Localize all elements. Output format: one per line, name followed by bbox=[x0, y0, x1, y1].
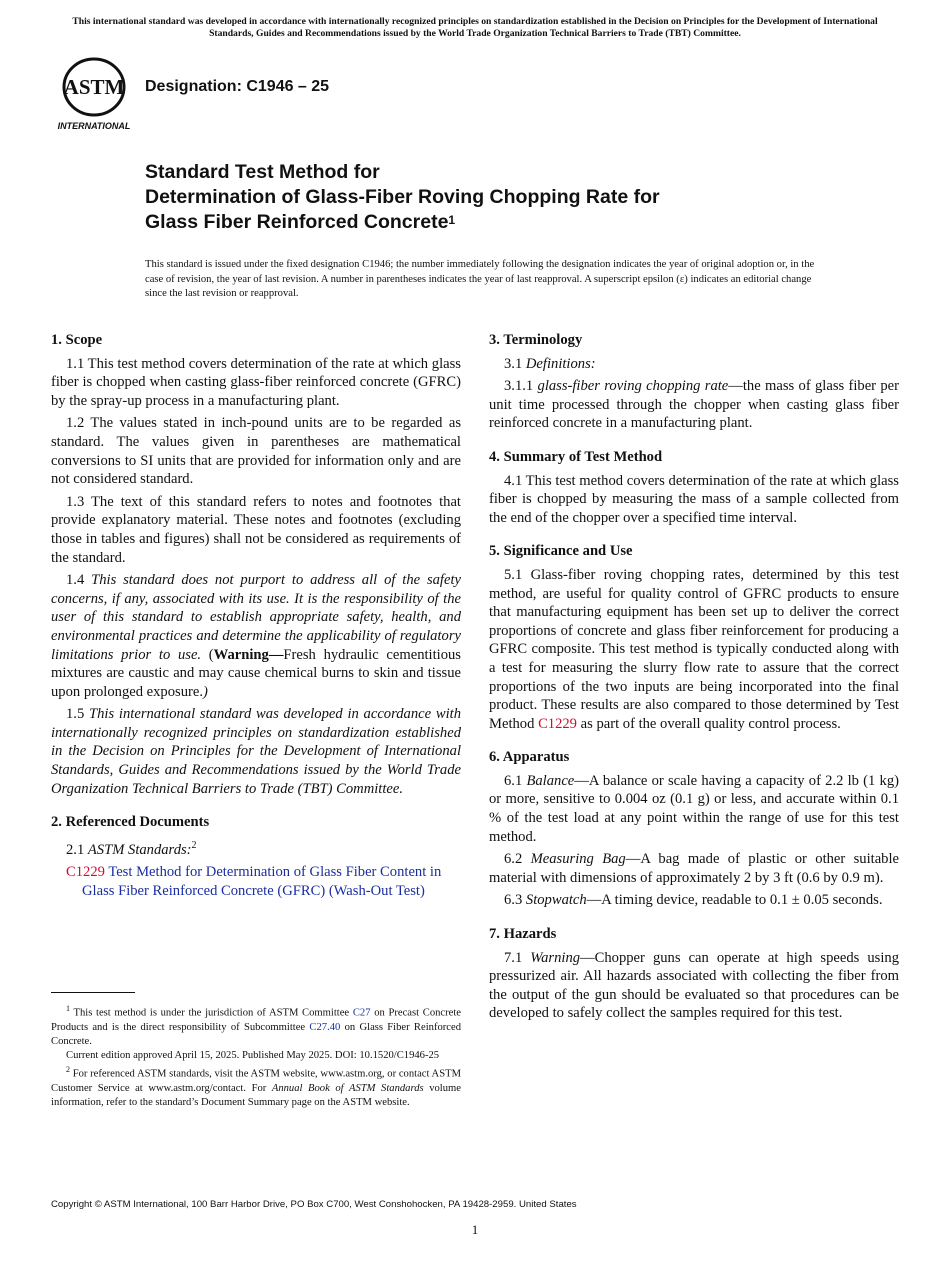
paragraph-3-1: 3.1 Definitions: bbox=[504, 355, 596, 372]
document-title bbox=[145, 160, 660, 235]
committee-c27-link[interactable]: C27 bbox=[352, 1007, 371, 1019]
subcommittee-c27-40-link[interactable]: C27.40 bbox=[309, 1021, 341, 1033]
footnote-1-edition: Current edition approved April 15, 2025. Published May 2025. DOI: 10.1520/C1946-25 bbox=[66, 1050, 440, 1062]
paragraph-1-4: 1.4 This standard does not purport to address all of the safety concerns, if any, associated with its use. It is the responsibility of the user of this standard to establish appropriate safety, health, and environmental practices and determine the applicability of regulatory limitations prior to use. (Warning—Fresh hydraulic cementitious mixtures are caustic and may cause chemical burns to skin and tissue upon prolonged exposure.) bbox=[51, 572, 461, 700]
paragraph-6-1: 6.1 Balance—A balance or scale having a capacity of 2.2 lb (1 kg) or more, sensitive to 0.004 oz (0.1 g) or less, and accurate within 0.1 % of the test load at any point within the range of use for this test method. bbox=[489, 772, 900, 845]
reference-c1229[interactable] bbox=[51, 863, 461, 900]
section-heading-apparatus: 6. Apparatus bbox=[489, 749, 570, 766]
footnotes bbox=[51, 1002, 461, 1110]
footnote-2: $^2$ For referenced ASTM standards, visit the ASTM website, www.astm.org, or contact ASTM Customer Service at www.astm.org/contact. For Annual Book of ASTM Standards volume information, refer to the standard’s Document Summary page on the ASTM website. bbox=[51, 1065, 461, 1109]
paragraph-5-1: 5.1 Glass-fiber roving chopping rates, determined by this test method, are useful for quality control of GFRC products to ensure that manufacturing equipment has been set up to deliver the correct proportions of concrete and glass fiber reinforcement for producing a GFRC composite. This test method is typically conducted along with a test for measuring the slurry flow rate to assure that the correct proportions of the two inputs are being incorporated into the final product. These results are also compared to those determined by Test Method C1229 as part of the overall quality control process. bbox=[489, 566, 899, 732]
paragraph-3-1-1: 3.1.1 glass-fiber roving chopping rate—the mass of glass fiber per unit time processed through the chopper when casting glass fiber reinforced concrete in a manufacturing plant. bbox=[489, 378, 899, 432]
svg-text:ASTM: ASTM bbox=[63, 75, 125, 99]
paragraph-1-3: 1.3 The text of this standard refers to notes and footnotes that provide explanatory material. These notes and footnotes (excluding those in tables and figures) shall not be considered as requirements of the standard. bbox=[51, 493, 461, 566]
copyright-line: Copyright © ASTM International, 100 Barr Harbor Drive, PO Box C700, West Conshohocken, PA 19428-2959. United States bbox=[51, 1199, 577, 1210]
section-heading-scope: 1. Scope bbox=[51, 332, 103, 348]
footnote-divider bbox=[51, 992, 135, 993]
c1229-link[interactable]: C1229 bbox=[538, 715, 577, 732]
issue-note: This standard is issued under the fixed designation C1946; the number immediately following the designation indicates the year of original adoption or, in the case of revision, the year of last revision. A number in parentheses indicates the year of last reapproval. A superscript epsilon (ε) indicates an editorial change since the last revision or reapproval. bbox=[145, 259, 815, 300]
section-heading-summary: 4. Summary of Test Method bbox=[489, 448, 663, 465]
top-notice: This international standard was developed in accordance with internationally recognized principles on standardization established in the Decision on Principles for the Development of International Standards, Guides and Recommendations issued by the World Trade Organization Technical Barriers to Trade (TBT) Committee. bbox=[72, 16, 878, 39]
section-heading-significance: 5. Significance and Use bbox=[489, 543, 633, 560]
title-line-2: Determination of Glass-Fiber Roving Chopping Rate for bbox=[145, 186, 660, 208]
left-column bbox=[51, 331, 461, 904]
title-line-1: Standard Test Method for bbox=[145, 161, 380, 183]
reference-code-link[interactable]: C1229 bbox=[66, 864, 105, 881]
paragraph-7-1: 7.1 Warning—Chopper guns can operate at high speeds using pressurized air. All hazards associated with collecting the fiber from the output of the gun should be evaluated so that procedures can be developed to safely collect the samples required for this test. bbox=[489, 949, 899, 1022]
section-heading-terminology: 3. Terminology bbox=[489, 332, 583, 348]
svg-text:INTERNATIONAL: INTERNATIONAL bbox=[57, 121, 131, 131]
paragraph-2-1: 2.1 ASTM Standards:$^2$ bbox=[66, 839, 197, 858]
title-footnote-mark: 1 bbox=[448, 213, 456, 227]
right-column bbox=[489, 331, 899, 1027]
page-number: 1 bbox=[471, 1222, 479, 1237]
paragraph-6-2: 6.2 Measuring Bag—A bag made of plastic or other suitable material with dimensions of approximately 2 by 3 ft (0.6 by 0.9 m). bbox=[489, 851, 900, 886]
paragraph-1-1: 1.1 This test method covers determination of the rate at which glass fiber is chopped when casting glass-fiber reinforced concrete (GFRC) by the spray-up process in a manufacturing plant. bbox=[51, 355, 461, 409]
section-heading-referenced-documents: 2. Referenced Documents bbox=[51, 814, 210, 831]
paragraph-4-1: 4.1 This test method covers determination of the rate at which glass fiber is chopped by measuring the mass of a sample collected from the end of the chopper over a specified time interval. bbox=[489, 472, 899, 526]
designation: Designation: C1946 – 25 bbox=[145, 78, 330, 95]
paragraph-6-3: 6.3 Stopwatch—A timing device, readable to 0.1 ± 0.05 seconds. bbox=[504, 892, 883, 909]
section-heading-hazards: 7. Hazards bbox=[489, 926, 557, 943]
paragraph-1-2: 1.2 The values stated in inch-pound units are to be regarded as standard. The values given in parentheses are mathematical conversions to SI units that are provided for information only and are not considered standard. bbox=[51, 415, 461, 488]
astm-logo bbox=[54, 56, 134, 132]
reference-title-link[interactable]: Test Method for Determination of Glass Fiber Content in Glass Fiber Reinforced Concrete (GFRC) (Wash-Out Test) bbox=[82, 864, 442, 899]
title-line-3: Glass Fiber Reinforced Concrete$^1$ bbox=[145, 211, 456, 233]
paragraph-1-5: 1.5 This international standard was developed in accordance with internationally recognized principles on standardization established in the Decision on Principles for the Development of International Standards, Guides and Recommendations issued by the World Trade Organization Technical Barriers to Trade (TBT) Committee. bbox=[51, 706, 462, 797]
footnote-1: $^1$ This test method is under the jurisdiction of ASTM Committee C27 on Precast Concrete Products and is the direct responsibility of Subcommittee C27.40 on Glass Fiber Reinforced Concrete. bbox=[51, 1004, 461, 1047]
